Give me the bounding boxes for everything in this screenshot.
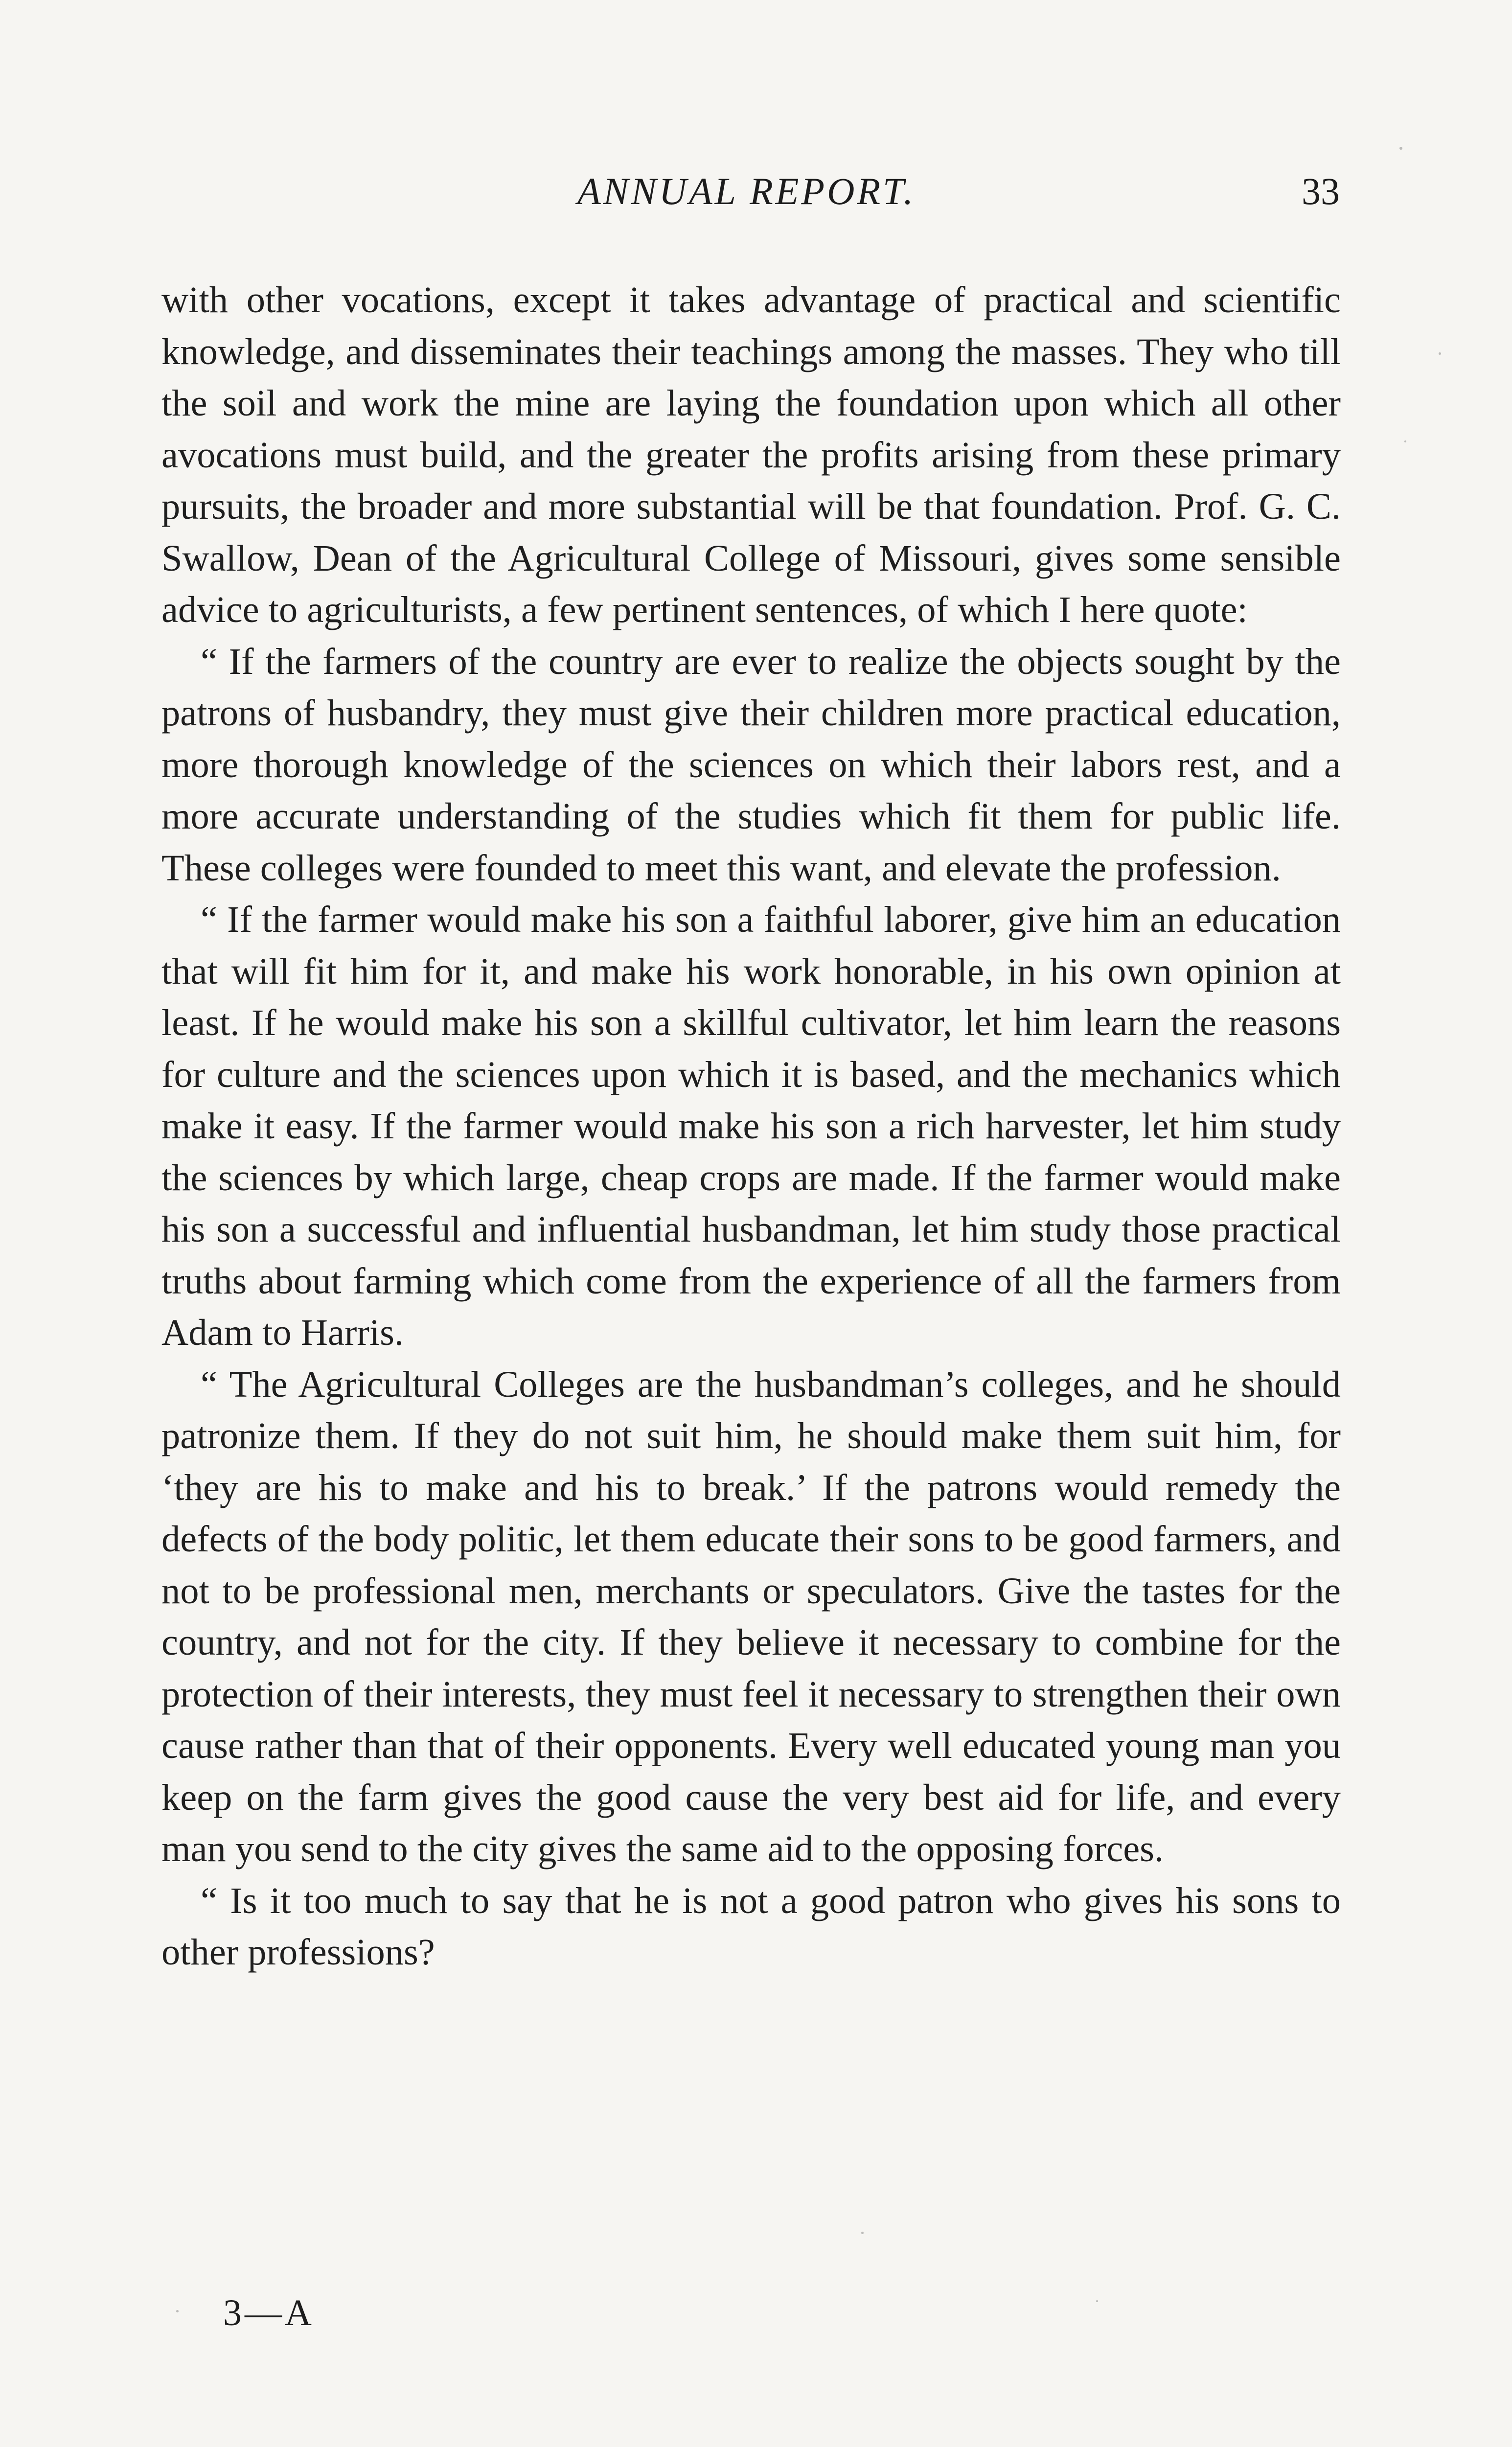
paper-speck: [1404, 440, 1406, 442]
paper-speck: [1399, 147, 1402, 150]
paragraph-intro: with other vocations, except it takes advantage of practical and scientific knowledge, and disseminates their teachings among the masses. They who till the soil and work the mine are laying the foundation upon which all other avocations must build, and the greater the profits arising from these primary pursuits, the broader and more substantial will be that foundation. Prof. G. C. Swallow, Dean of the Agricultural College of Missouri, gives some sensible advice to agriculturists, a few pertinent sentences, of which I here quote:: [161, 279, 1341, 630]
body-text: [161, 274, 1341, 1978]
paper-speck: [1439, 352, 1441, 355]
paragraph-quote-patron: “ Is it too much to say that he is not a good patron who gives his sons to other professions?: [161, 1879, 1341, 1973]
paper-speck: [176, 2310, 179, 2312]
paragraph-quote-son: “ If the farmer would make his son a faithful laborer, give him an education that will fit him for it, and make his work honorable, in his own opinion at least. If he would make his son a skillful cultivator, let him learn the reasons for culture and the sciences upon which it is based, and the mechanics which make it easy. If the farmer would make his son a rich harvester, let him study the sciences by which large, cheap crops are made. If the farmer would make his son a successful and influential husbandman, let him study those practical truths about farming which come from the experience of all the farmers from Adam to Harris.: [161, 899, 1341, 1353]
paragraph-quote-farmers: “ If the farmers of the country are ever to realize the objects sought by the patrons of husbandry, they must give their children more practical education, more thorough knowledge of the sciences on which their labors rest, and a more accurate understanding of the studies which fit them for public life. These colleges were founded to meet this want, and elevate the profession.: [161, 640, 1341, 889]
paragraph-quote-colleges: “ The Agricultural Colleges are the husbandman’s colleges, and he should patronize them. If they do not suit him, he should make them suit him, for ‘they are his to make and his to break.’ If the patrons would remedy the defects of the body politic, let them educate their sons to be good farmers, and not to be professional men, merchants or speculators. Give the tastes for the country, and not for the city. If they believe it necessary to combine for the protection of their interests, they must feel it necessary to strengthen their own cause rather than that of their opponents. Every well educated young man you keep on the farm gives the good cause the very best aid for life, and every man you send to the city gives the same aid to the opposing forces.: [161, 1363, 1341, 1870]
running-head-title: ANNUAL REPORT.: [577, 170, 916, 212]
paper-speck: [1096, 2300, 1098, 2302]
paper-speck: [861, 2232, 864, 2234]
signature-mark: 3—A: [223, 2292, 315, 2333]
page-number: 33: [1302, 170, 1340, 212]
